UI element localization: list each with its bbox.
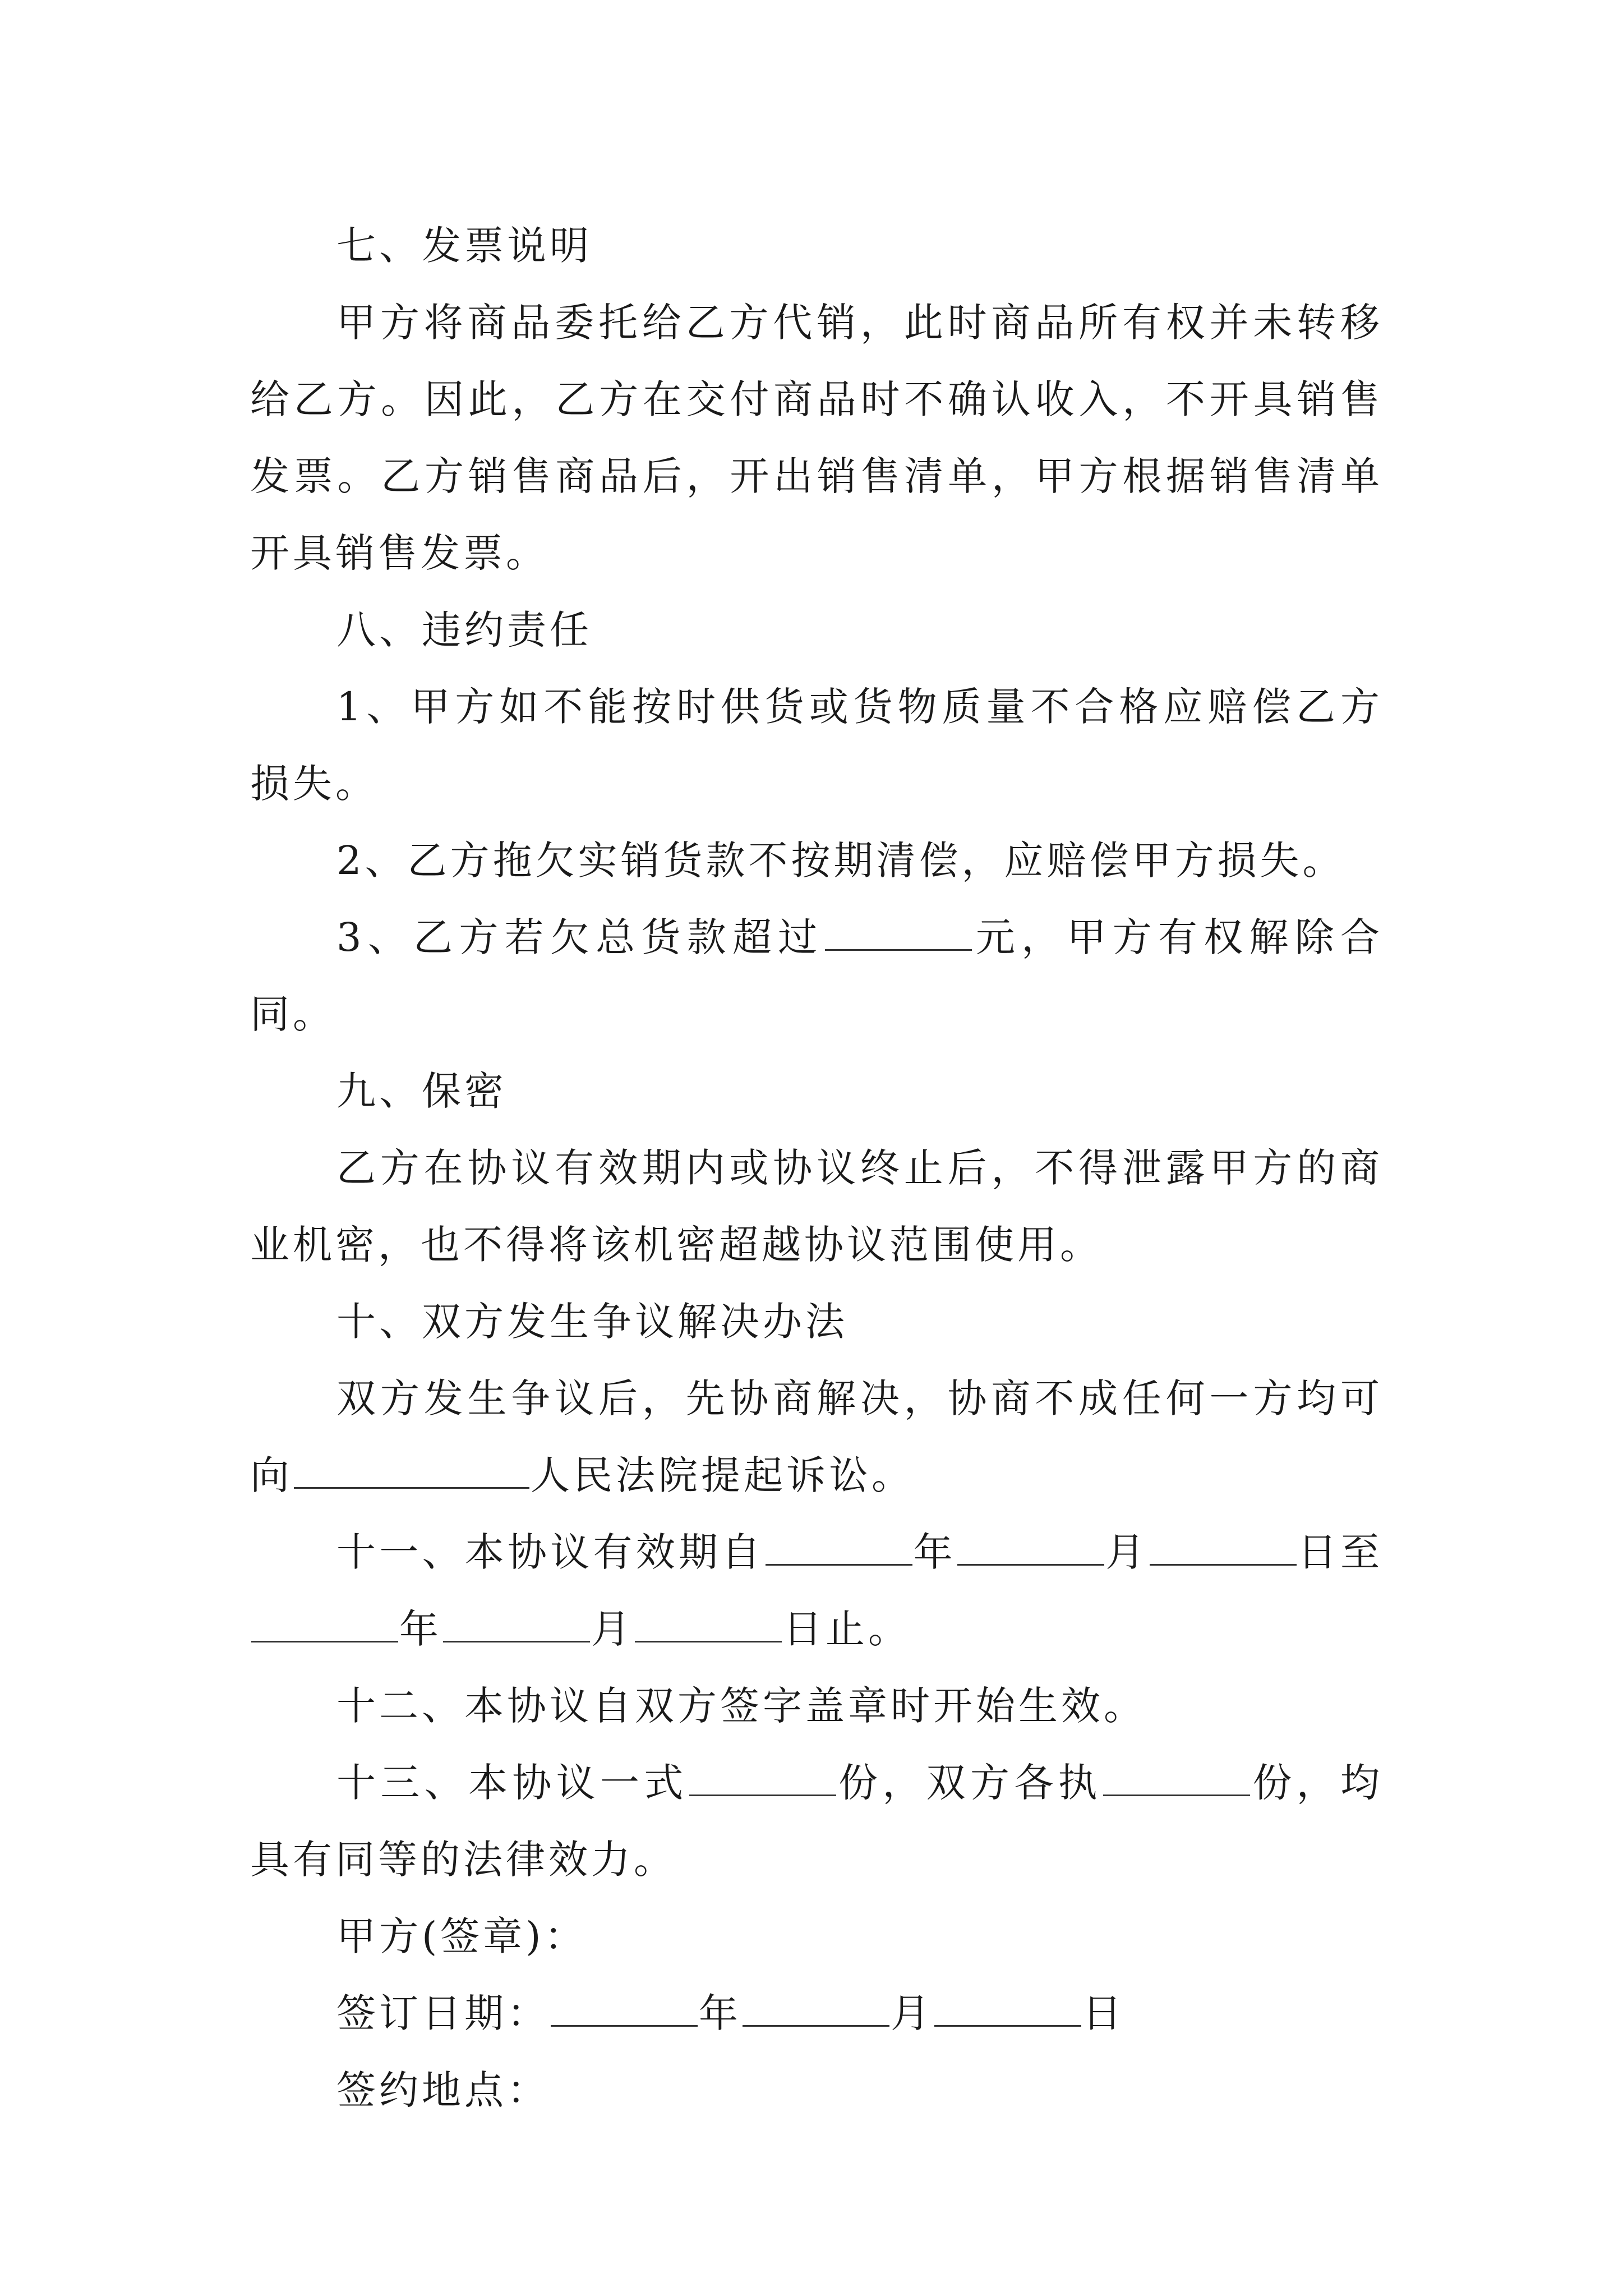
section-heading-dispute: 十、双方发生争议解决办法 <box>336 1299 848 1345</box>
amount-blank <box>825 914 972 951</box>
clause-text: 3、乙方若欠总货款超过 <box>336 914 824 960</box>
total-copies-blank <box>689 1760 836 1796</box>
paragraph-invoice-details: 甲方将商品委托给乙方代销，此时商品所有权并未转移给乙方。因此，乙方在交付商品时不确认收入，不开具销售发票。乙方销售商品后，开出销售清单，甲方根据销售清单开具销售发票。 <box>250 300 1383 576</box>
clause-text: 双方发生争议后，先协商解决，协商不成任何一方均可向 <box>250 1375 1383 1498</box>
month-label: 月 <box>591 1606 634 1652</box>
clause-validity-period <box>250 1514 1383 1668</box>
clause-payment-default: 2、乙方拖欠实销货款不按期清偿，应赔偿甲方损失。 <box>336 838 1345 884</box>
paragraph-confidentiality: 乙方在协议有效期内或协议终止后，不得泄露甲方的商业机密，也不得将该机密超越协议范围使用。 <box>250 1145 1383 1268</box>
section-heading-invoice: 七、发票说明 <box>336 223 592 269</box>
section-heading-confidentiality: 九、保密 <box>336 1068 507 1114</box>
day-to-label: 日至 <box>1297 1529 1383 1575</box>
document-body <box>250 208 1383 2129</box>
clause-supply-compensation: 1、甲方如不能按时供货或货物质量不合格应赔偿乙方损失。 <box>250 684 1383 807</box>
signing-month-blank <box>743 1990 889 2027</box>
signing-date-label: 签订日期： <box>336 1990 550 2036</box>
start-day-blank <box>1150 1529 1297 1566</box>
clause-text: 十一、本协议有效期自 <box>336 1529 764 1575</box>
clause-text: 份，均具有同等的法律效力。 <box>250 1760 1384 1883</box>
signing-day-blank <box>934 1990 1081 2027</box>
section-heading-liability: 八、违约责任 <box>336 607 592 653</box>
end-day-blank <box>635 1606 782 1642</box>
party-a-signature-line: 甲方(签章)： <box>336 1913 587 1959</box>
clause-text: 十三、本协议一式 <box>336 1760 688 1806</box>
signing-date-line <box>250 1975 1383 2052</box>
signing-place-line: 签约地点： <box>336 2067 550 2113</box>
start-month-blank <box>957 1529 1104 1566</box>
year-label: 年 <box>913 1529 956 1575</box>
paragraph-dispute-resolution <box>250 1360 1383 1514</box>
clause-effective: 十二、本协议自双方签字盖章时开始生效。 <box>336 1683 1146 1729</box>
each-party-copies-blank <box>1103 1760 1250 1796</box>
year-label: 年 <box>399 1606 442 1652</box>
clause-contract-termination <box>250 899 1383 1053</box>
start-year-blank <box>766 1529 912 1566</box>
signing-year-blank <box>551 1990 698 2027</box>
month-label: 月 <box>1105 1529 1149 1575</box>
month-label: 月 <box>891 1990 933 2036</box>
court-name-blank <box>294 1452 529 1489</box>
day-end-label: 日止。 <box>783 1606 911 1652</box>
clause-copies <box>250 1745 1383 1898</box>
year-label: 年 <box>699 1990 741 2036</box>
end-year-blank <box>251 1606 398 1642</box>
day-label: 日 <box>1082 1990 1125 2036</box>
clause-text: 份，双方各执 <box>837 1760 1103 1806</box>
end-month-blank <box>443 1606 590 1642</box>
clause-text: 元，甲方有权解除合同。 <box>250 914 1384 1037</box>
clause-text: 人民法院提起诉讼。 <box>531 1452 914 1498</box>
